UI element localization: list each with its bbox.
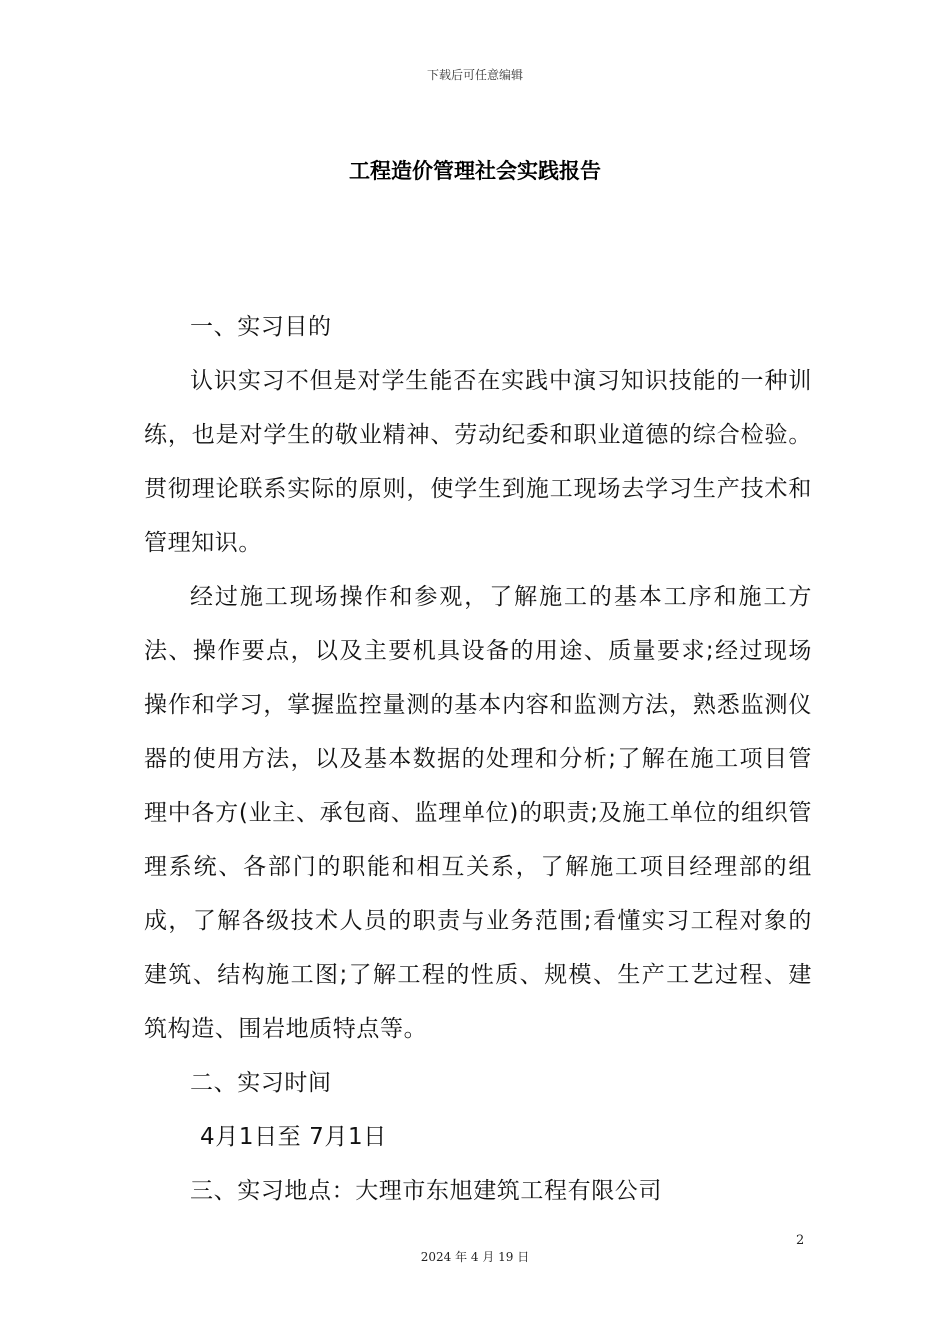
header-note: 下载后可任意编辑 (426, 68, 523, 82)
page-number: 2 (796, 1233, 805, 1248)
footer-date: 2024 年 4 月 19 日 (420, 1250, 530, 1264)
document-title: 工程造价管理社会实践报告 (349, 159, 601, 183)
internship-dates: 4月1日至 7月1日 (200, 1124, 387, 1150)
section-heading-purpose: 一、实习目的 (190, 314, 332, 340)
document-body (144, 300, 812, 1218)
paragraph-purpose-details: 经过施工现场操作和参观，了解施工的基本工序和施工方法、操作要点，以及主要机具设备的用途、质量要求;经过现场操作和学习，掌握监控量测的基本内容和监测方法，熟悉监测仪器的使用方法，以及基本数据的处理和分析;了解在施工项目管理中各方(业主、承包商、监理单位)的职责;及施工单位的组织管理系统、各部门的职能和相互关系，了解施工项目经理部的组成，了解各级技术人员的职责与业务范围;看懂实习工程对象的建筑、结构施工图;了解工程的性质、规模、生产工艺过程、建筑构造、围岩地质特点等。 (144, 584, 812, 1042)
paragraph-purpose-intro: 认识实习不但是对学生能否在实践中演习知识技能的一种训练，也是对学生的敬业精神、劳动纪委和职业道德的综合检验。贯彻理论联系实际的原则，使学生到施工现场去学习生产技术和管理知识。 (144, 368, 812, 556)
section-heading-location: 三、实习地点：大理市东旭建筑工程有限公司 (190, 1178, 662, 1204)
section-heading-time: 二、实习时间 (190, 1070, 332, 1096)
